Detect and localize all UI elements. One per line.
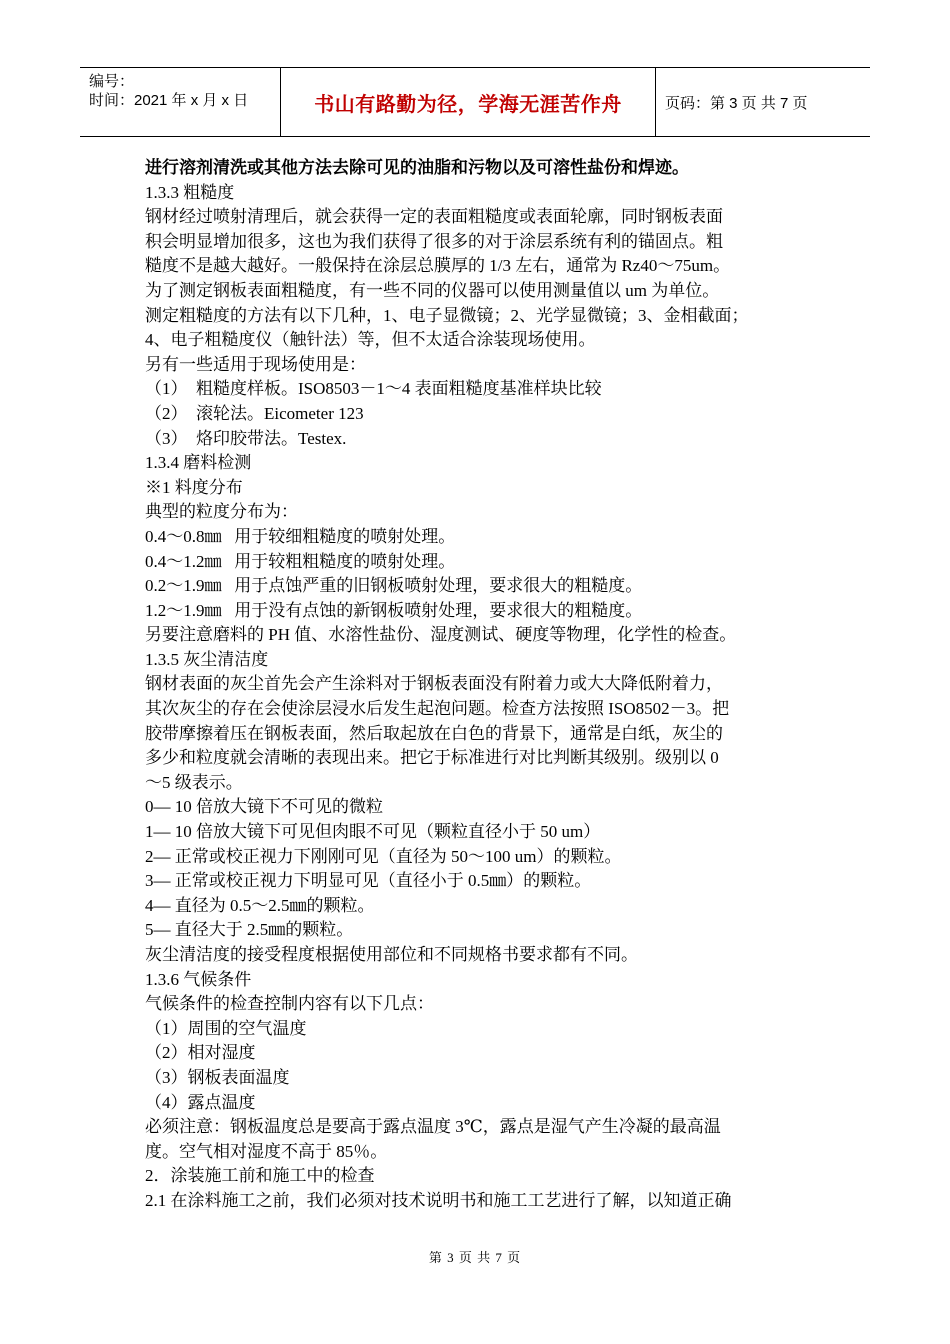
- section-heading: 1.3.4 磨料检测: [145, 453, 252, 473]
- header-page-info: 页码：第 3 页 共 7 页: [665, 94, 808, 112]
- list-item: （2） 滚轮法。Eicometer 123: [145, 403, 364, 423]
- body-line: 2.1 在涂料施工之前，我们必须对技术说明书和施工工艺进行了解，以知道正确: [145, 1190, 732, 1210]
- page-footer: 第 3 页 共 7 页: [428, 1250, 522, 1265]
- body-line: 必须注意：钢板温度总是要高于露点温度 3℃，露点是湿气产生冷凝的最高温: [145, 1117, 721, 1137]
- list-item: （1）周围的空气温度: [145, 1018, 307, 1038]
- body-line: 积会明显增加很多，这也为我们获得了很多的对于涂层系统有利的锚固点。粗: [145, 231, 723, 251]
- body-line: 灰尘清洁度的接受程度根据使用部位和不同规格书要求都有不同。: [145, 945, 638, 964]
- body-line: ※1 料度分布: [145, 477, 243, 497]
- list-item: （4）露点温度: [145, 1092, 256, 1112]
- section-heading: 1.3.3 粗糙度: [145, 182, 235, 202]
- body-line: 其次灰尘的存在会使涂层浸水后发生起泡问题。检查方法按照 ISO8502－3。把: [145, 699, 730, 719]
- body-line: 为了测定钢板表面粗糙度，有一些不同的仪器可以使用测量值以 um 为单位。: [145, 280, 720, 300]
- body-line: 多少和粒度就会清晰的表现出来。把它于标准进行对比判断其级别。级别以 0: [145, 748, 719, 768]
- body-line: 另要注意磨料的 PH 值、水溶性盐份、湿度测试、硬度等物理，化学性的检查。: [145, 625, 737, 645]
- body-line: 糙度不是越大越好。一般保持在涂层总膜厚的 1/3 左右，通常为 Rz40～75um。: [145, 256, 731, 276]
- list-item: 5— 直径大于 2.5㎜的颗粒。: [145, 920, 354, 940]
- list-item: 1— 10 倍放大镜下可见但肉眼不可见（颗粒直径小于 50 um）: [145, 822, 601, 842]
- section-heading: 2．涂装施工前和施工中的检查: [145, 1166, 375, 1186]
- document-body: [145, 156, 815, 1214]
- body-line: ～5 级表示。: [145, 772, 243, 792]
- section-heading: 1.3.6 气候条件: [145, 969, 252, 989]
- body-line: 4、电子粗糙度仪（触针法）等，但不太适合涂装现场使用。: [145, 330, 596, 350]
- body-line: 气候条件的检查控制内容有以下几点：: [145, 994, 434, 1014]
- list-item: 0.2～1.9㎜ 用于点蚀严重的旧钢板喷射处理，要求很大的粗糙度。: [145, 576, 643, 596]
- list-item: （3）钢板表面温度: [145, 1067, 290, 1087]
- document-date: 时间：2021 年 x 月 x 日: [89, 92, 249, 109]
- list-item: （2）相对湿度: [145, 1043, 256, 1063]
- body-line: 钢材经过喷射清理后，就会获得一定的表面粗糙度或表面轮廓，同时钢板表面: [145, 207, 723, 227]
- list-item: （3） 烙印胶带法。Testex.: [145, 428, 347, 448]
- body-line: 进行溶剂清洗或其他方法去除可见的油脂和污物以及可溶性盐份和焊迹。: [145, 158, 689, 177]
- header-motto: 书山有路勤为径，学海无涯苦作舟: [281, 68, 656, 136]
- document-number-label: 编号：: [89, 73, 135, 90]
- body-line: 胶带摩擦着压在钢板表面，然后取起放在白色的背景下，通常是白纸，灰尘的: [145, 723, 723, 743]
- list-item: 0.4～1.2㎜ 用于较粗粗糙度的喷射处理。: [145, 551, 456, 571]
- body-line: 另有一些适用于现场使用是：: [145, 354, 366, 374]
- list-item: 2— 正常或校正视力下刚刚可见（直径为 50～100 um）的颗粒。: [145, 846, 622, 866]
- body-line: 典型的粒度分布为：: [145, 502, 298, 522]
- list-item: 0— 10 倍放大镜下不可见的微粒: [145, 797, 383, 817]
- list-item: 1.2～1.9㎜ 用于没有点蚀的新钢板喷射处理，要求很大的粗糙度。: [145, 600, 643, 620]
- list-item: （1） 粗糙度样板。ISO8503－1～4 表面粗糙度基准样块比较: [145, 379, 602, 399]
- page-header: [80, 67, 870, 137]
- body-line: 钢材表面的灰尘首先会产生涂料对于钢板表面没有附着力或大大降低附着力，: [145, 674, 723, 694]
- section-heading: 1.3.5 灰尘清洁度: [145, 649, 269, 669]
- list-item: 0.4～0.8㎜ 用于较细粗糙度的喷射处理。: [145, 526, 456, 546]
- header-meta: [80, 68, 281, 136]
- list-item: 4— 直径为 0.5～2.5㎜的颗粒。: [145, 895, 375, 915]
- body-line: 度。空气相对湿度不高于 85％。: [145, 1141, 388, 1161]
- body-line: 测定粗糙度的方法有以下几种，1、电子显微镜；2、光学显微镜；3、金相截面；: [145, 305, 749, 325]
- list-item: 3— 正常或校正视力下明显可见（直径小于 0.5㎜）的颗粒。: [145, 871, 592, 891]
